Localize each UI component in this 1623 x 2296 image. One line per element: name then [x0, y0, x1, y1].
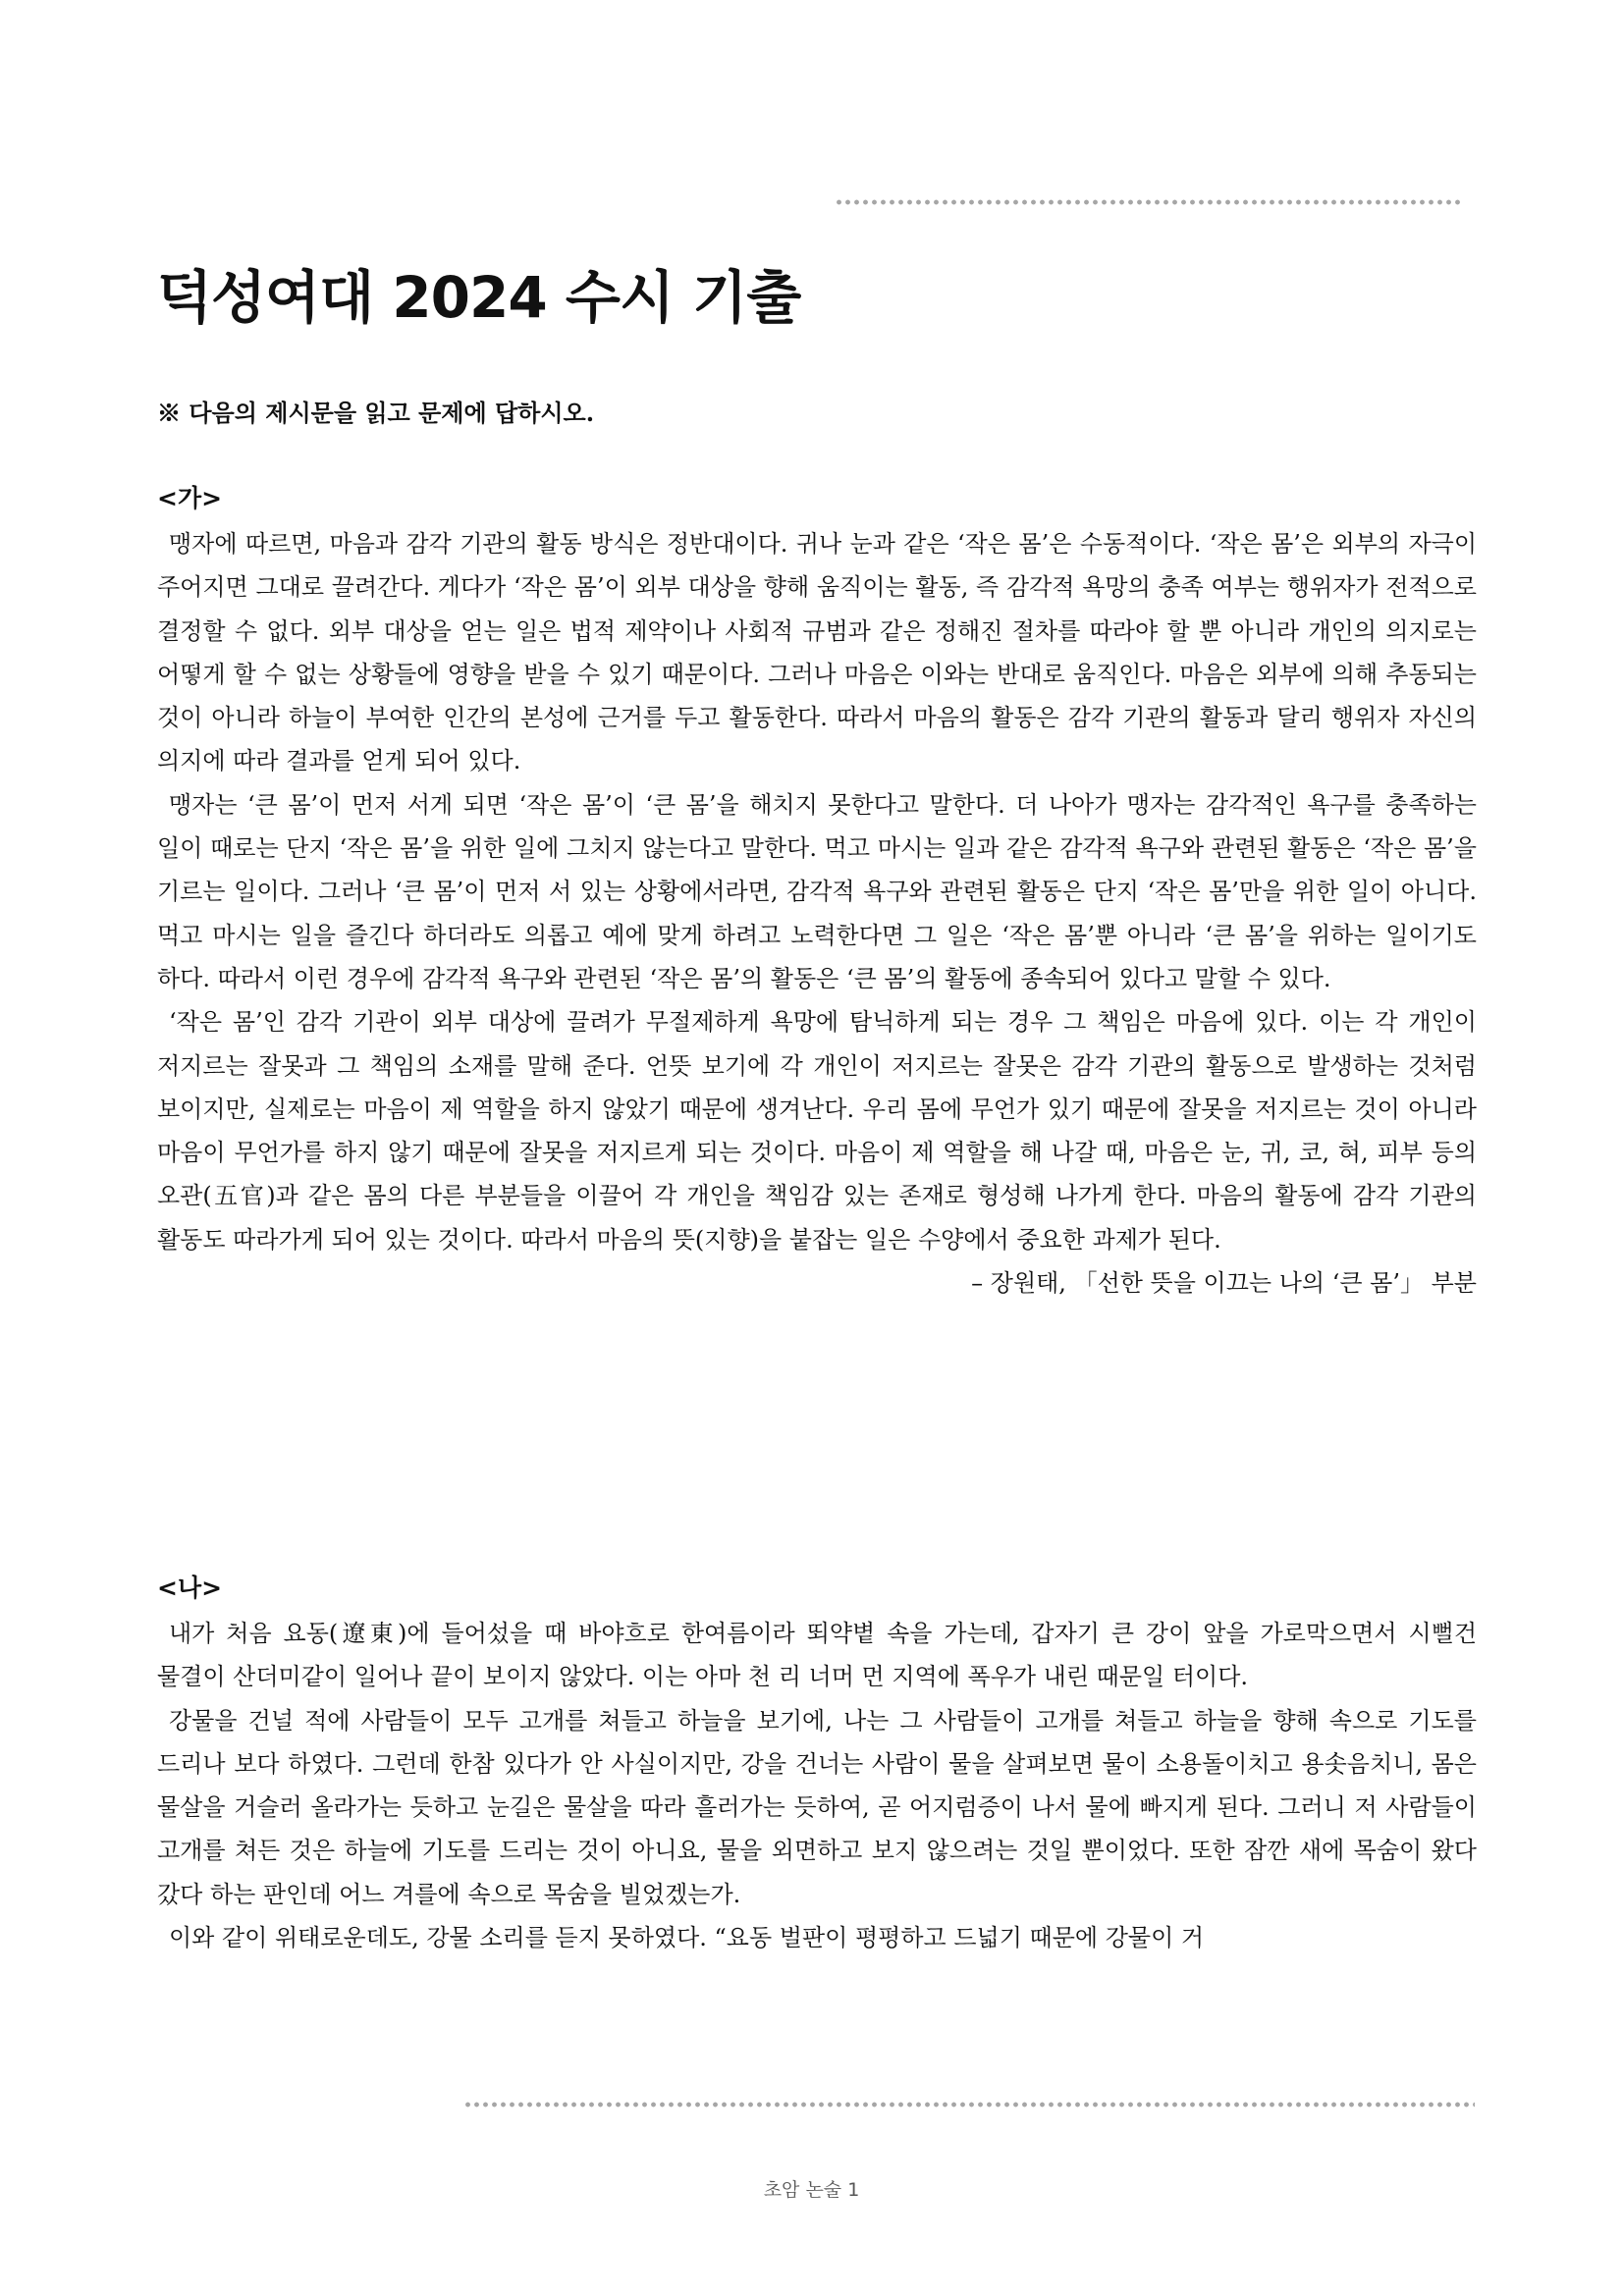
passage-b-label: <나> — [157, 1574, 223, 1602]
passage-b-paragraph-2: 강물을 건널 적에 사람들이 모두 고개를 쳐들고 하늘을 보기에, 나는 그 사람들이 고개를 쳐들고 하늘을 향해 속으로 기도를 드리나 보다 하였다. 그런데 한참 있다가 안 사실이지만, 강을 건너는 사람이 물을 살펴보면 물이 소용돌이치고 용솟음치니, 몸은 물살을 거슬러 올라가는 듯하고 눈길은 물살을 따라 흘러가는 듯하여, 곧 어지럼증이 나서 물에 빠지게 된다. 그러니 저 사람들이 고개를 쳐든 것은 하늘에 기도를 드리는 것이 아니요, 물을 외면하고 보지 않으려는 것일 뿐이었다. 또한 잠깐 새에 목숨이 왔다 갔다 하는 판인데 어느 겨를에 속으로 목숨을 빌었겠는가. — [157, 1706, 1477, 1908]
page-footer: 초암 논술 1 — [763, 2179, 860, 2201]
passage-b-paragraph-1: 내가 처음 요동(遼東)에 들어섰을 때 바야흐로 한여름이라 뙤약볕 속을 가는데, 갑자기 큰 강이 앞을 가로막으면서 시뻘건 물결이 산더미같이 일어나 끝이 보이지 않았다. 이는 아마 천 리 너머 먼 지역에 폭우가 내린 때문일 터이다. — [157, 1620, 1477, 1691]
passage-a-label: <가> — [157, 484, 223, 512]
passage-a-paragraph-3: ‘작은 몸’인 감각 기관이 외부 대상에 끌려가 무절제하게 욕망에 탐닉하게 되는 경우 그 책임은 마음에 있다. 이는 각 개인이 저지르는 잘못과 그 책임의 소재를 말해 준다. 언뜻 보기에 각 개인이 저지르는 잘못은 감각 기관의 활동으로 발생하는 것처럼 보이지만, 실제로는 마음이 제 역할을 하지 않았기 때문에 생겨난다. 우리 몸에 무언가 있기 때문에 잘못을 저지르는 것이 아니라 마음이 무언가를 하지 않기 때문에 잘못을 저지르게 되는 것이다. 마음이 제 역할을 해 나갈 때, 마음은 눈, 귀, 코, 혀, 피부 등의 오관(五官)과 같은 몸의 다른 부분들을 이끌어 각 개인을 책임감 있는 존재로 형성해 나가게 한다. 마음의 활동에 감각 기관의 활동도 따라가게 되어 있는 것이다. 따라서 마음의 뜻(지향)을 붙잡는 일은 수양에서 중요한 과제가 된다. — [157, 1008, 1477, 1254]
page-title: 덕성여대 2024 수시 기출 — [157, 264, 801, 331]
passage-a-source: – 장원태, 「선한 뜻을 이끄는 나의 ‘큰 몸’」 부분 — [971, 1269, 1477, 1298]
passage-a-paragraph-1: 맹자에 따르면, 마음과 감각 기관의 활동 방식은 정반대이다. 귀나 눈과 같은 ‘작은 몸’은 수동적이다. ‘작은 몸’은 외부의 자극이 주어지면 그대로 끌려간다. 게다가 ‘작은 몸’이 외부 대상을 향해 움직이는 활동, 즉 감각적 욕망의 충족 여부는 행위자가 전적으로 결정할 수 없다. 외부 대상을 얻는 일은 법적 제약이나 사회적 규범과 같은 정해진 절차를 따라야 할 뿐 아니라 개인의 의지로는 어떻게 할 수 없는 상황들에 영향을 받을 수 있기 때문이다. 그러나 마음은 이와는 반대로 움직인다. 마음은 외부에 의해 추동되는 것이 아니라 하늘이 부여한 인간의 본성에 근거를 두고 활동한다. 따라서 마음의 활동은 감각 기관의 활동과 달리 행위자 자신의 의지에 따라 결과를 얻게 되어 있다. — [157, 530, 1477, 775]
instruction: ※ 다음의 제시문을 읽고 문제에 답하시오. — [157, 399, 595, 427]
top-dotted-divider — [835, 198, 1463, 206]
passage-b — [157, 1573, 1477, 1959]
passage-a-paragraph-2: 맹자는 ‘큰 몸’이 먼저 서게 되면 ‘작은 몸’이 ‘큰 몸’을 해치지 못한다고 말한다. 더 나아가 맹자는 감각적인 욕구를 충족하는 일이 때로는 단지 ‘작은 몸’을 위한 일에 그치지 않는다고 말한다. 먹고 마시는 일과 같은 감각적 욕구와 관련된 활동은 ‘작은 몸’을 기르는 일이다. 그러나 ‘큰 몸’이 먼저 서 있는 상황에서라면, 감각적 욕구와 관련된 활동은 단지 ‘작은 몸’만을 위한 일이 아니다. 먹고 마시는 일을 즐긴다 하더라도 의롭고 예에 맞게 하려고 노력한다면 그 일은 ‘작은 몸’뿐 아니라 ‘큰 몸’을 위하는 일이기도 하다. 따라서 이런 경우에 감각적 욕구와 관련된 ‘작은 몸’의 활동은 ‘큰 몸’의 활동에 종속되어 있다고 말할 수 있다. — [157, 790, 1477, 992]
passage-a — [157, 483, 1477, 1305]
passage-b-paragraph-3: 이와 같이 위태로운데도, 강물 소리를 듣지 못하였다. “요동 벌판이 평평하고 드넓기 때문에 강물이 거 — [169, 1924, 1205, 1952]
bottom-dotted-divider — [463, 2101, 1475, 2109]
